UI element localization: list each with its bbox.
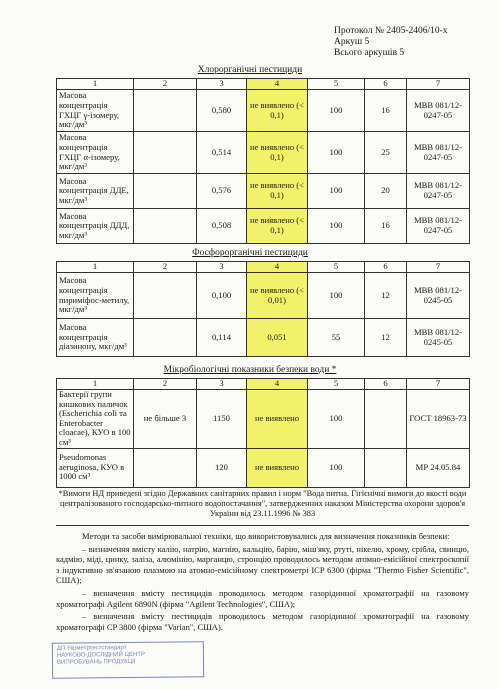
sheet-number: Аркуш 5 [334,37,370,47]
table-row: Масова концентрація ДДЕ, мкг/дм³ 0,576 не виявлено (< 0,1) 100 20 МВВ 081/12-0247-05 [57,174,470,209]
methods-item-icp: – визначення вмісту калію, натрію, магнію, кальцію, барію, міш'яку, ртуті, нікелю, хрому, срібла, свинцю, кадмію, міді, цинку, заліза, алюмінію, марганцю, стронцію проводилось методом атомно-емісійної спектроскопії з індуктивно зв'язаною плазмою на атомно-емісійному спектрометрі ICP 6300 (фірма "Thermo Fisher Scientific", США); [56,543,469,586]
table-row: Масова концентрація ДДД, мкг/дм³ 0,508 не виявлено (< 0,1) 100 16 МВВ 081/12-0247-05 [57,209,470,244]
table-organochlorine [56,78,470,244]
table-row: Масова концентрація пириміфос-метилу, мкг/дм³ 0,100 не виявлено (< 0,01) 100 12 МВВ 081/12-0245-05 [57,273,470,319]
stamp-line: ВИПРОБУВАНЬ ПРОДУКЦІЇ [56,658,136,666]
table-row: Бактерії групи кишкових паличок (Escherichia coli та Enterobacter cloacae), КУО в 100 см³ не більше 3 1150 не виявлено 100 ГОСТ 18963-73 [57,390,470,449]
table-header-row: 1 2 3 4 5 6 7 [57,79,470,90]
stamp-line: ДП Укрметртестстандарт [56,645,127,652]
protocol-header [334,26,448,59]
table-header-row: 1 2 3 4 5 6 7 [57,379,470,390]
table-row: Масова концентрація ГХЦГ α-ізомеру, мкг/дм³ 0,514 не виявлено (< 0,1) 100 25 МВВ 081/12-0247-05 [57,132,470,174]
regulation-footnote: *Вимоги НД приведені згідно Державних санітарних правил і норм "Вода питна. Гігієнічні вимоги до якості води централізованого господарсько-питного водопостачання", затвердженних наказом Міністерства охорони здоров'я України від 23.11.1996 № 383 [58,489,467,518]
methods-section [56,531,469,634]
protocol-number: Протокол № 2405-2406/10-х [334,26,448,36]
stamp-line: НАУКОВО-ДОСЛІДНИЙ ЦЕНТР [56,651,146,659]
section-title-microbiology: Мікробіологічні показники безпеки води * [163,365,337,375]
section-title-organochlorine: Хлорорганічні пестициди [197,65,303,75]
methods-intro: Методи та засоби вимірювальної техніки, що використовувались для визначення показників безпеки: [82,531,450,541]
divider [56,525,469,526]
table-row: Масова концентрація діазинону, мкг/дм³ 0,114 0,051 55 12 МВВ 081/12-0245-05 [57,319,470,357]
methods-item-agilent: – визначення вмісту пестицидів проводилось методом газорідинної хроматографії на газовому хроматографі Agilent 6890N (фірма "Agilent Technologies", США); [56,587,469,609]
laboratory-stamp [52,641,204,679]
sheet-total: Всього аркушів 5 [334,48,405,58]
table-organophosphate [56,261,470,357]
table-row: Pseudomonas aeruginosa, КУО в 1000 см³ 120 не виявлено 100 МР 24.05.84 [57,448,470,487]
section-title-organophosphate: Фосфорорганічні пестициди [192,248,308,258]
table-header-row: 1 2 3 4 5 6 7 [57,262,470,273]
methods-item-varian: – визначення вмісту пестицидів проводилось методом газорідинної хроматографії на газовому хроматографі CP 3800 (фірма "Varian", США). [56,611,469,632]
table-row: Масова концентрація ГХЦГ γ-ізомеру, мкг/дм³ 0,580 не виявлено (< 0,1) 100 16 МВВ 081/12-0247-05 [57,90,470,132]
table-microbiology [56,378,470,488]
